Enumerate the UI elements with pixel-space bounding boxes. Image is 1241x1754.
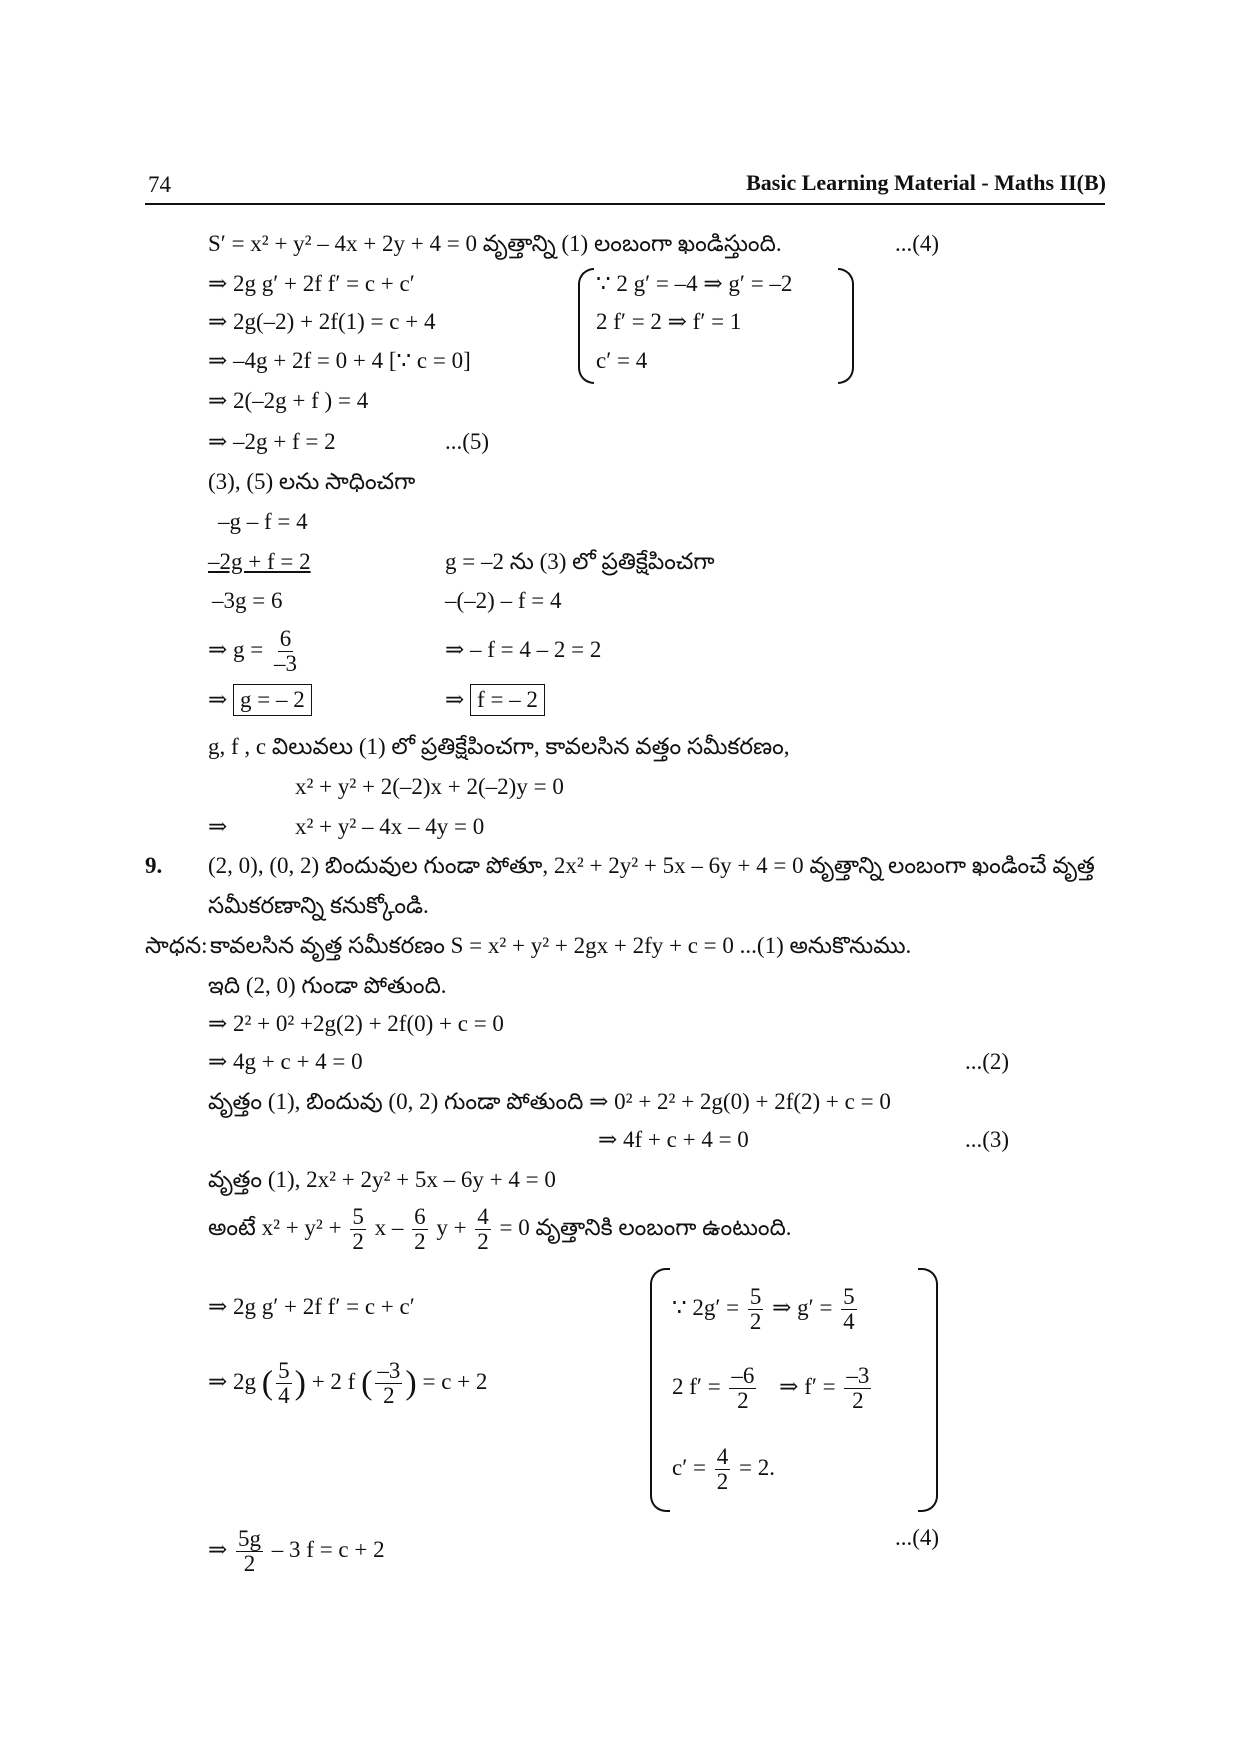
text-segment: ∵ 2g′ = bbox=[672, 1295, 740, 1320]
equation-line: x² + y² + 2(–2)x + 2(–2)y = 0 bbox=[295, 774, 564, 799]
fraction-numerator: 5 bbox=[843, 1284, 855, 1310]
equation-ref: ...(5) bbox=[445, 429, 490, 454]
text-segment: = 2. bbox=[738, 1455, 775, 1480]
fraction-denominator: –3 bbox=[274, 651, 297, 677]
equation-line: ⇒ – f = 4 – 2 = 2 bbox=[445, 637, 602, 662]
equation-line: ⇒ –4g + 2f = 0 + 4 [∵ c = 0] bbox=[208, 348, 471, 373]
fraction-numerator: –3 bbox=[377, 1358, 401, 1384]
text-segment: ⇒ 2g bbox=[208, 1369, 257, 1394]
fraction-numerator: 6 bbox=[414, 1204, 426, 1230]
bracket-line: ∵ 2 g′ = –4 ⇒ g′ = –2 bbox=[596, 271, 793, 296]
text-segment: – 3 f = c + 2 bbox=[271, 1537, 385, 1562]
bracket-line: 2 f′ = 2 ⇒ f′ = 1 bbox=[596, 309, 742, 334]
fraction-numerator: 6 bbox=[279, 626, 292, 652]
fraction bbox=[729, 1364, 756, 1413]
fraction-numerator: 4 bbox=[716, 1444, 729, 1470]
solution-label: సాధన: bbox=[145, 933, 208, 958]
equation-line: –2g + f = 2 bbox=[208, 549, 311, 574]
text-line: వృత్తం (1), 2x² + 2y² + 5x – 6y + 4 = 0 bbox=[208, 1167, 556, 1192]
equation-line bbox=[208, 1520, 385, 1580]
text-segment: అంటే x² + y² + bbox=[208, 1215, 342, 1240]
page-header-title: Basic Learning Material - Maths II(B) bbox=[746, 170, 1106, 195]
equation-line: ⇒ 2² + 0² +2g(2) + 2f(0) + c = 0 bbox=[208, 1011, 504, 1036]
text-segment: c′ = bbox=[672, 1455, 706, 1480]
fraction bbox=[844, 1364, 871, 1413]
bracket-line bbox=[672, 1278, 860, 1338]
question-number: 9. bbox=[145, 853, 163, 878]
equation-line: ⇒ 2g g′ + 2f f′ = c + c′ bbox=[208, 1294, 415, 1319]
fraction-denominator: 2 bbox=[352, 1229, 364, 1255]
paren-close: ) bbox=[294, 1364, 306, 1402]
fraction-numerator: 5g bbox=[238, 1526, 262, 1552]
fraction-numerator: –6 bbox=[731, 1363, 755, 1389]
text-segment: x – bbox=[374, 1215, 404, 1240]
equation-ref: ...(2) bbox=[965, 1049, 1010, 1074]
paren-open: ( bbox=[361, 1364, 373, 1402]
equation-ref: ...(4) bbox=[895, 1525, 940, 1550]
equation-line: ⇒ 4g + c + 4 = 0 bbox=[208, 1049, 363, 1074]
fraction-numerator: 5 bbox=[278, 1358, 290, 1384]
bracket-line bbox=[672, 1438, 775, 1498]
equation-line: ⇒ 4f + c + 4 = 0 bbox=[598, 1127, 749, 1152]
equation-line bbox=[208, 1198, 792, 1258]
bracket-left bbox=[650, 1268, 670, 1512]
text-line: g, f , c విలువలు (1) లో ప్రతిక్షేపించగా, కావలసిన వత్తం సమీకరణం, bbox=[208, 734, 790, 759]
fraction-denominator: 2 bbox=[243, 1551, 256, 1577]
implies-symbol: ⇒ bbox=[208, 1537, 228, 1562]
equation-line: –g – f = 4 bbox=[218, 509, 308, 534]
bracket-right bbox=[918, 1268, 938, 1512]
page-number: 74 bbox=[148, 172, 171, 197]
fraction bbox=[272, 627, 299, 676]
implies-symbol: ⇒ bbox=[445, 687, 465, 712]
fraction bbox=[350, 1205, 366, 1254]
fraction-numerator: 4 bbox=[477, 1204, 489, 1230]
fraction bbox=[841, 1285, 857, 1334]
fraction-numerator: 5 bbox=[352, 1204, 364, 1230]
fraction bbox=[236, 1527, 263, 1576]
fraction-denominator: 2 bbox=[737, 1388, 749, 1414]
fraction-denominator: 2 bbox=[383, 1383, 395, 1409]
fraction bbox=[748, 1285, 764, 1334]
fraction bbox=[715, 1445, 731, 1494]
text-segment: 2 f′ = bbox=[672, 1374, 721, 1399]
fraction-denominator: 2 bbox=[716, 1469, 729, 1495]
implies-symbol: ⇒ bbox=[208, 687, 228, 712]
text-segment: ⇒ g′ = bbox=[772, 1295, 833, 1320]
fraction-numerator: 5 bbox=[749, 1284, 762, 1310]
text-line: ఇది (2, 0) గుండా పోతుంది. bbox=[208, 973, 447, 998]
text-line: g = –2 ను (3) లో ప్రతిక్షేపించగా bbox=[445, 549, 715, 574]
bracket-line bbox=[672, 1357, 874, 1417]
equation-line: S′ = x² + y² – 4x + 2y + 4 = 0 వృత్తాన్ని (1) లంబంగా ఖండిస్తుంది. bbox=[208, 231, 782, 256]
fraction-denominator: 2 bbox=[852, 1388, 864, 1414]
fraction-denominator: 2 bbox=[414, 1229, 426, 1255]
bracket-left bbox=[578, 268, 594, 384]
equation-line bbox=[208, 620, 302, 680]
fraction-denominator: 4 bbox=[843, 1309, 855, 1335]
equation-line: ⇒ –2g + f = 2 bbox=[208, 429, 336, 454]
boxed-result: f = – 2 bbox=[470, 684, 545, 716]
text-line: వృత్తం (1), బిందువు (0, 2) గుండా పోతుంది ⇒ 0² + 2² + 2g(0) + 2f(2) + c = 0 bbox=[208, 1089, 891, 1114]
fraction bbox=[475, 1205, 491, 1254]
equation-line: ⇒ 2g(–2) + 2f(1) = c + 4 bbox=[208, 309, 436, 334]
fraction-numerator: –3 bbox=[846, 1363, 870, 1389]
question-text: సమీకరణాన్ని కనుక్కోండి. bbox=[208, 893, 429, 918]
equation-text: ⇒ g = bbox=[208, 637, 264, 662]
equation-line bbox=[445, 684, 545, 716]
paren-open: ( bbox=[261, 1364, 274, 1402]
implies-symbol: ⇒ bbox=[208, 814, 228, 839]
equation-line bbox=[208, 684, 312, 716]
boxed-result: g = – 2 bbox=[233, 684, 312, 716]
bracket-right bbox=[838, 268, 854, 384]
text-segment: y + bbox=[436, 1215, 467, 1240]
question-text: (2, 0), (0, 2) బిందువుల గుండా పోతూ, 2x² + 2y² + 5x – 6y + 4 = 0 వృత్తాన్ని లంబంగా ఖండించే వృత్త bbox=[208, 853, 1095, 878]
fraction-denominator: 2 bbox=[749, 1309, 762, 1335]
text-segment: = 0 వృత్తానికి లంబంగా ఉంటుంది. bbox=[499, 1215, 792, 1240]
bracket-line: c′ = 4 bbox=[596, 348, 648, 373]
fraction-denominator: 4 bbox=[278, 1383, 290, 1409]
fraction-denominator: 2 bbox=[477, 1229, 489, 1255]
fraction bbox=[412, 1205, 428, 1254]
text-line: (3), (5) లను సాధించగా bbox=[208, 469, 416, 494]
equation-line: –3g = 6 bbox=[212, 588, 283, 613]
text-line: కావలసిన వృత్త సమీకరణం S = x² + y² + 2gx + 2fy + c = 0 ...(1) అనుకొనుము. bbox=[210, 933, 912, 958]
paren-close: ) bbox=[405, 1364, 417, 1402]
equation-ref: ...(4) bbox=[895, 231, 940, 256]
fraction bbox=[375, 1359, 402, 1408]
fraction bbox=[276, 1359, 292, 1408]
text-segment: ⇒ f′ = bbox=[779, 1374, 836, 1399]
equation-line bbox=[208, 1352, 487, 1412]
equation-line: –(–2) – f = 4 bbox=[445, 588, 562, 613]
text-segment: + 2 f bbox=[311, 1369, 356, 1394]
equation-line: ⇒ 2g g′ + 2f f′ = c + c′ bbox=[208, 271, 415, 296]
equation-line: x² + y² – 4x – 4y = 0 bbox=[295, 814, 485, 839]
equation-ref: ...(3) bbox=[965, 1127, 1010, 1152]
equation-line: ⇒ 2(–2g + f ) = 4 bbox=[208, 388, 369, 413]
header-rule bbox=[145, 203, 1105, 205]
text-segment: = c + 2 bbox=[422, 1369, 488, 1394]
